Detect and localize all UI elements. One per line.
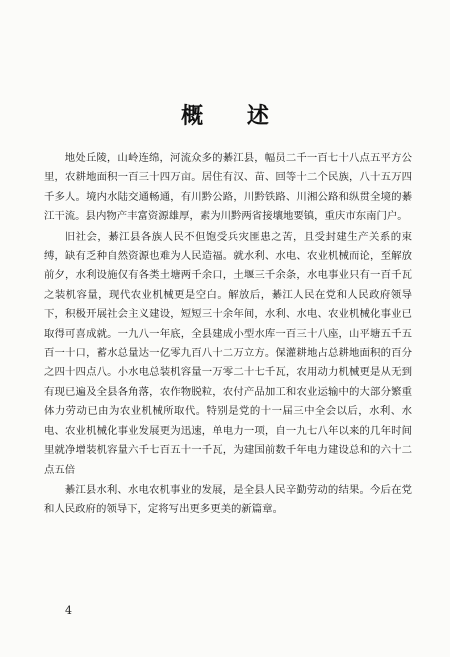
paragraph-conclusion: 綦江县水利、水电农机事业的发展，是全县人民辛勤劳动的结果。今后在党和人民政府的领导下，定将写出更多更美的新篇章。 — [44, 483, 412, 516]
page-title: 概 述 — [181, 104, 287, 129]
paragraph-history: 旧社会，綦江县各族人民不但饱受兵灾匪患之苦，且受封建生产关系的束缚，缺有乏种自然资源也难为人民造福。就水利、水电、农业机械而论，至解放前夕，水利设施仅有各类土塘两千余口，土堰三千余条，水电事业只有一百千瓦之装机容量，现代农业机械更是空白。解放后，綦江人民在党和人民政府领导下，积极开展社会主义建设，短短三十余年间，水利、水电、农业机械化事业已取得可喜成就。一九八一年底，全县建成小型水库一百三十八座，山平塘五千五百一十口，蓄水总量达一亿零九百八十二万立方。保灌耕地占总耕地面积的百分之四十四点八。小水电总装机容量一万零二十七千瓦，农用动力机械更是从无到有现已遍及全县各角落，农作物脱粒，农付产品加工和农业运输中的大部分繁重体力劳动已由为农业机械所取代。特别是党的十一届三中全会以后，水利、水电、农业机械化事业发展更为迅速，单电力一项，自一九七八年以来的几年时间里就净增装机容量六千七百五十一千瓦，为建国前数千年电力建设总和的六十二点五倍 — [44, 230, 412, 476]
body-text — [44, 149, 412, 521]
page-number: 4 — [65, 604, 72, 617]
paragraph-intro: 地处丘陵，山岭连绵，河流众多的綦江县，幅员二千一百七十八点五平方公里，农耕地面积一百三十四万亩。居住有汉、苗、回等十二个民族，八十五万四千多人。境内水陆交通畅通，有川黔公路，川黔铁路、川湘公路和纵贯全境的綦江干流。县内物产丰富资源雄厚，素为川黔两省接壤地要镇，重庆市东南门户。 — [44, 152, 412, 223]
